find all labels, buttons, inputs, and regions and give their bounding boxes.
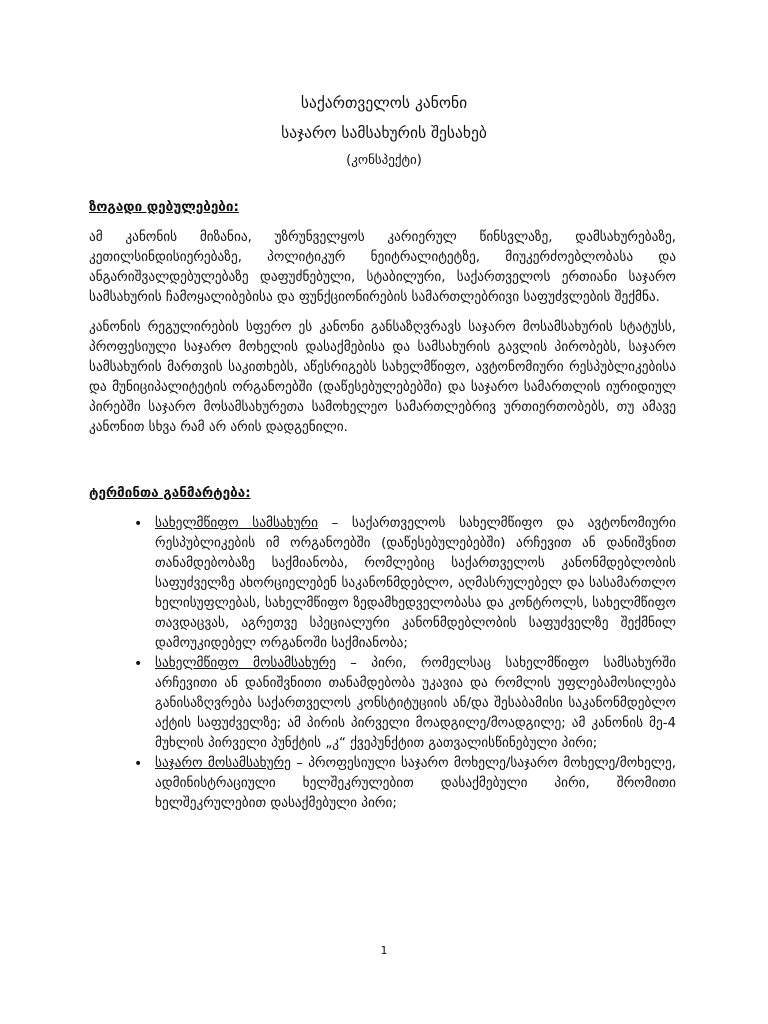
section-heading-definitions: ტერმინთა განმარტება: [89,485,251,501]
paragraph-scope: კანონის რეგულირების სფერო ეს კანონი განსაზღვრავს საჯარო მოსამსახურის სტატუსს, პროფესიული საჯარო მოხელის დასაქმებისა და სამსახურის გავლის პირობებს, საჯარო სამსახურის მართვის საკითხებს, აწესრიგებს სახელმწიფო, ავტონომიური რესპუბლიკებისა და მუნიციპალიტეტის ორგანოებში (დაწესებულებებში) და საჯარო სამართლის იურიდიულ პირებში საჯარო მოსამსახურეთა სამოხელეო სამართლებრივ ურთიერთობებს, თუ ამავე კანონით სხვა რამ არ არის დადგენილი. [89,320,676,435]
definition-term: საჯარო მოსამსახურე [155,756,291,771]
definition-text: – საქართველოს სახელმწიფო და ავტონომიური რესპუბლიკების იმ ორგანოებში (დაწესებულებებში) არჩევით ან დანიშვნით თანამდებობაზე საქმიანობა, რომლებიც საქართველოს კანონმდებლობის საფუძველზე ახორციელებენ საკანონმდებლო, აღმასრულებელ და სასამართლო ხელისუფლებას, სახელმწიფო ზედამხედველობასა და კონტროლს, სახელმწიფო თავდაცვას, აგრეთვე სპეციალური კანონმდებლობის საფუძველზე შექმნილ დამოუკიდებელ ორგანოში საქმიანობა; [155,516,677,651]
document-title-line-1: საქართველოს კანონი [300,94,468,112]
bullet-icon: • [134,516,143,532]
definition-item-state-service [89,514,676,654]
page-number: 1 [380,944,388,957]
definition-item-state-servant [89,654,676,754]
definition-term: სახელმწიფო მოსამსახურე [155,656,336,671]
document-subtitle: (კონსპექტი) [346,153,422,168]
definition-item-public-servant [89,754,676,814]
definition-text: – პირი, რომელსაც სახელმწიფო სამსახურში არჩევითი ან დანიშვნითი თანამდებობა უკავია და რომლის უფლებამოსილება განისაზღვრება საქართველოს კონსტიტუციის ან/და შესაბამისი საკანონმდებლო აქტის საფუძველზე; ამ პირის პირველი მოადგილე/მოადგილე; ამ კანონის მე-4 მუხლის პირველი პუნქტის „კ“ ქვეპუნქტით გათვალისწინებული პირი; [155,656,676,751]
section-spacer [89,448,676,482]
definition-text: – პროფესიული საჯარო მოხელე/საჯარო მოხელე/მოხელე, ადმინისტრაციული ხელშეკრულებით დასაქმებული პირი, შრომითი ხელშეკრულებით დასაქმებული პირი; [155,756,676,811]
bullet-icon: • [134,656,143,672]
bullet-icon: • [134,756,143,772]
paragraph-purpose: ამ კანონის მიზანია, უზრუნველყოს კარიერულ წინსვლაზე, დამსახურებაზე, კეთილსინდისიერებაზე, პოლიტიკურ ნეიტრალიტეტზე, მიუკერძოებლობასა და ანგარიშვალდებულებაზე დაფუძნებული, სტაბილური, საქართველოს ერთიანი საჯარო სამსახურის ჩამოყალიბებისა და ფუნქციონირების სამართლებრივი საფუძვლების შექმნა. [89,230,676,305]
document-body [89,196,676,814]
document-title-line-2: საჯარო სამსახურის შესახებ [281,124,487,142]
definitions-list [89,514,676,814]
title-block [0,88,768,174]
section-heading-general-provisions: ზოგადი დებულებები: [89,199,239,215]
definition-term: სახელმწიფო სამსახური [155,516,319,531]
